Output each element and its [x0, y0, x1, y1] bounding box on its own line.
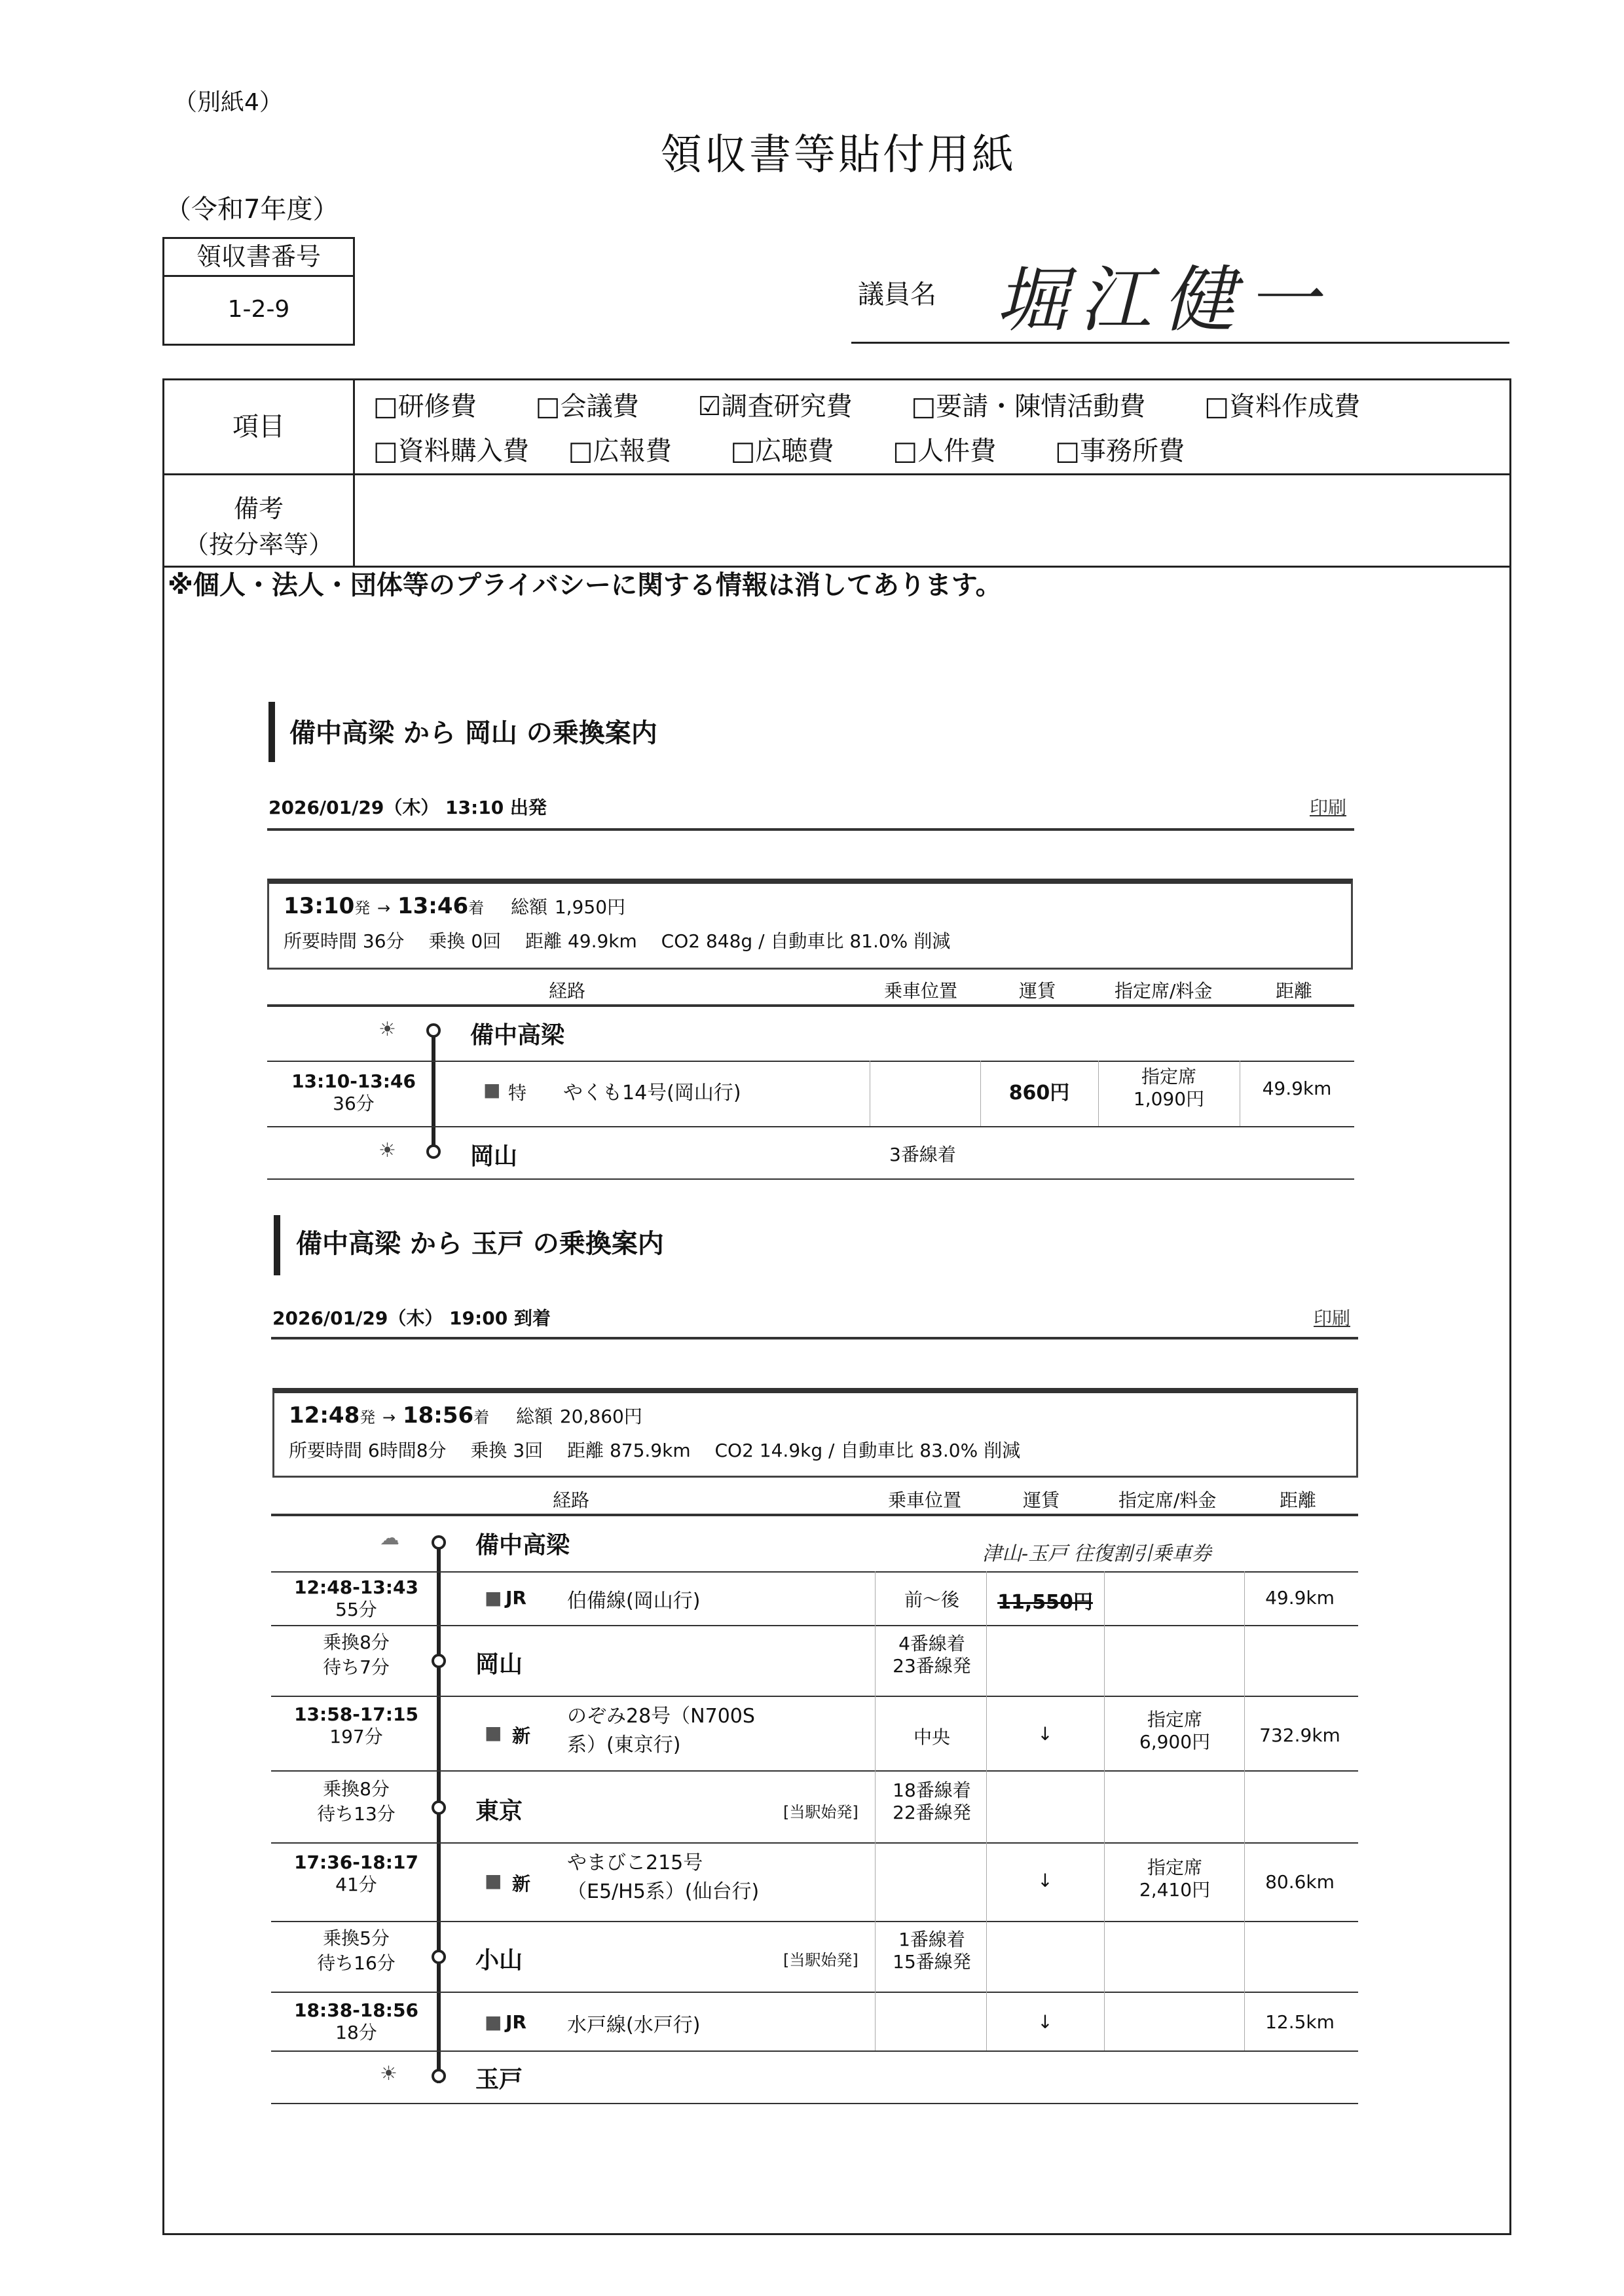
sun-icon: ☀	[380, 2062, 397, 2085]
route1-row-line	[267, 1126, 1354, 1127]
route1-title: 備中高梁 から 岡山 の乗換案内	[289, 718, 657, 748]
route1-divider	[267, 828, 1354, 831]
route2-transfer3-wait: 待ち16分	[317, 1952, 396, 1974]
station-dot	[432, 2069, 446, 2083]
category-materials[interactable]: □資料購入費	[373, 436, 529, 466]
route1-header-route: 経路	[549, 980, 586, 1002]
item-label: 項目	[232, 412, 285, 442]
route2-seg4-distance: 12.5km	[1265, 2011, 1335, 2033]
route2-seg2-position: 中央	[913, 1726, 950, 1748]
route2-datetime: 2026/01/29（木） 19:00 到着	[272, 1307, 551, 1329]
route2-transfer2-depart: 22番線発	[893, 1802, 971, 1823]
route2-seg2-seat-type: 指定席	[1147, 1709, 1202, 1730]
route2-seg1-train: 伯備線(岡山行)	[567, 1590, 701, 1613]
route2-header-line	[271, 1514, 1358, 1516]
route1-print-link[interactable]: 印刷	[1310, 797, 1347, 818]
item-table	[162, 378, 1511, 568]
route2-summary-line2: 所要時間 6時間8分 乗換 3回 距離 875.9km CO2 14.9kg / 自動車比 83.0% 削減	[289, 1440, 1021, 1461]
route2-transfer3-transfer: 乗換5分	[323, 1927, 390, 1949]
attachment-label: （別紙4）	[174, 89, 283, 116]
route1-summary-line1	[284, 893, 625, 919]
category-meeting[interactable]: □会議費	[535, 392, 639, 422]
route1-arr: 13:46	[397, 893, 469, 919]
route2-seg3-train-dest: （E5/H5系）(仙台行)	[567, 1880, 760, 1903]
route2-row-line	[271, 1842, 1358, 1844]
route2-seg1-type: JR	[506, 1587, 526, 1609]
route2-transfer2-transfer: 乗換8分	[323, 1778, 390, 1800]
route2-transfer1-time	[278, 1630, 435, 1680]
route2-station-end: 玉戸	[475, 2066, 523, 2093]
remarks-sublabel: （按分率等）	[183, 530, 333, 559]
col-divider	[875, 1571, 876, 2050]
route2-seg1-distance: 49.9km	[1265, 1587, 1335, 1609]
route2-seg3-distance: 80.6km	[1265, 1871, 1335, 1893]
route2-seg2-time-range: 13:58-17:15	[294, 1704, 418, 1725]
category-pr[interactable]: □広報費	[568, 436, 672, 466]
route2-seg1-time-range: 12:48-13:43	[294, 1576, 418, 1598]
route2-transfer2-wait: 待ち13分	[317, 1803, 396, 1825]
route2-header-route: 経路	[553, 1489, 590, 1511]
route2-transfer1-platforms	[876, 1633, 987, 1677]
route1-seg-distance: 49.9km	[1262, 1078, 1332, 1099]
sun-icon: ☀	[378, 1139, 396, 1162]
route1-seg-type: 特	[508, 1082, 527, 1104]
route2-arrow: →	[382, 1408, 396, 1427]
member-label: 議員名	[858, 280, 936, 310]
col-divider	[986, 1571, 987, 2050]
route2-seg2-type: 新	[512, 1725, 531, 1747]
station-dot	[432, 1950, 446, 1964]
route2-total: 20,860円	[559, 1406, 642, 1427]
route1-header-line	[267, 1004, 1354, 1007]
category-documents[interactable]: □資料作成費	[1204, 392, 1361, 422]
col-divider	[1244, 1571, 1245, 2050]
remarks-label: 備考	[233, 494, 284, 523]
categories-cell	[355, 380, 1509, 475]
route2-transfer1-wait: 待ち7分	[323, 1656, 390, 1678]
route2-summary	[272, 1388, 1358, 1478]
remarks-label-cell	[164, 475, 355, 566]
route2-transfer2-tag: [当駅始発]	[783, 1803, 858, 1821]
route1-header-position: 乗車位置	[884, 980, 958, 1002]
category-personnel[interactable]: □人件費	[893, 436, 997, 466]
route1-station-from: 備中高梁	[470, 1022, 565, 1049]
route1-summary	[267, 879, 1353, 970]
route2-station-start: 備中高梁	[475, 1532, 570, 1559]
category-training[interactable]: □研修費	[373, 392, 477, 422]
route2-row-line	[271, 1992, 1358, 1993]
member-signature: 堀江健一	[995, 258, 1331, 342]
privacy-note: ※個人・法人・団体等のプライバシーに関する情報は消してあります。	[168, 570, 1002, 600]
route1-dep-suffix: 発	[354, 899, 371, 917]
route2-transfer2-arrive: 18番線着	[893, 1779, 971, 1801]
route2-seg3-type: 新	[512, 1873, 531, 1895]
route1-seg-seat-type: 指定席	[1141, 1066, 1196, 1087]
route2-seg4-type: JR	[506, 2011, 526, 2033]
route2-seg4-fare: ↓	[1037, 2011, 1053, 2033]
route1-seg-duration: 36分	[333, 1093, 375, 1114]
train-icon: ■	[483, 1079, 501, 1101]
route1-header-seat: 指定席/料金	[1115, 980, 1213, 1002]
route2-row-line	[271, 1696, 1358, 1697]
route2-seg2-seat-fee: 6,900円	[1139, 1731, 1211, 1753]
route1-platform: 3番線着	[889, 1144, 956, 1165]
handwritten-note: 津山-玉戸 往復割引乗車券	[982, 1542, 1211, 1565]
route2-seg3-duration: 41分	[335, 1874, 377, 1895]
station-dot	[432, 1654, 446, 1668]
route2-seg4-duration: 18分	[335, 2022, 377, 2043]
route2-seg4-train: 水戸線(水戸行)	[567, 2014, 701, 2037]
route2-row-line	[271, 1770, 1358, 1772]
route2-transfer3-station: 小山	[475, 1947, 523, 1974]
route2-seg2-fare: ↓	[1037, 1723, 1053, 1745]
route2-seg2-train	[567, 1702, 755, 1760]
route2-transfer3-platforms	[876, 1929, 987, 1973]
route2-transfer2-time	[278, 1777, 435, 1827]
cloud-icon: ☁	[380, 1527, 399, 1550]
route2-seg1-duration: 55分	[335, 1599, 377, 1620]
route2-arr: 18:56	[402, 1402, 474, 1429]
route1-seg-time-range: 13:10-13:46	[291, 1070, 416, 1092]
form-title: 領収書等貼付用紙	[660, 131, 1016, 179]
route1-header-distance: 距離	[1276, 980, 1313, 1002]
route2-transfer1-transfer: 乗換8分	[323, 1631, 390, 1653]
route2-transfer3-time	[278, 1926, 435, 1976]
route2-row-line	[271, 2103, 1358, 2104]
route2-seg3-time-range: 17:36-18:17	[294, 1851, 418, 1873]
train-icon: ■	[485, 2011, 502, 2033]
station-dot	[426, 1144, 441, 1159]
item-label-cell	[164, 380, 355, 475]
route1-datetime: 2026/01/29（木） 13:10 出発	[268, 797, 547, 818]
route1-row-line	[267, 1061, 1354, 1062]
route1-seg-seat	[1098, 1066, 1240, 1110]
route2-transfer2-station: 東京	[475, 1798, 523, 1825]
shinkansen-icon: ■	[485, 1870, 502, 1891]
receipt-no-label: 領収書番号	[164, 239, 353, 277]
route1-total: 1,950円	[554, 896, 626, 918]
route2-seg4-time	[278, 1999, 435, 2044]
route1-summary-line2: 所要時間 36分 乗換 0回 距離 49.9km CO2 848g / 自動車比 81.0% 削減	[284, 930, 951, 952]
route2-summary-line1	[289, 1402, 642, 1429]
route1-dep: 13:10	[284, 893, 355, 919]
route2-transfer1-arrive: 4番線着	[898, 1633, 965, 1654]
route2-seg2-time	[278, 1704, 435, 1748]
route2-transfer3-tag: [当駅始発]	[783, 1951, 858, 1969]
receipt-no-box	[162, 237, 355, 346]
route1-station-to: 岡山	[470, 1143, 518, 1170]
route2-header-fare: 運賃	[1023, 1489, 1060, 1511]
route2-print-link[interactable]: 印刷	[1314, 1307, 1351, 1329]
route1-seg-train: やくも14号(岡山行)	[563, 1082, 741, 1104]
route2-seg2-seat	[1104, 1709, 1246, 1753]
sun-icon: ☀	[378, 1018, 396, 1041]
route2-title-bar	[274, 1215, 280, 1275]
route2-total-label: 総額	[516, 1406, 553, 1427]
shinkansen-icon: ■	[485, 1722, 502, 1743]
route1-seg-fare: 860円	[1008, 1082, 1070, 1104]
route2-transfer3-depart: 15番線発	[893, 1951, 971, 1973]
route2-seg3-time	[278, 1851, 435, 1896]
route1-total-label: 総額	[511, 896, 548, 918]
route2-row-line	[271, 1625, 1358, 1626]
route2-seg4-time-range: 18:38-18:56	[294, 1999, 418, 2021]
route2-seg3-train-name: やまびこ215号	[567, 1851, 703, 1874]
train-icon: ■	[485, 1587, 502, 1609]
station-dot	[432, 1800, 446, 1815]
signature-line	[851, 342, 1509, 344]
route1-arrow: →	[377, 899, 391, 917]
route2-header-row	[271, 1486, 1358, 1512]
categories-row-1	[373, 386, 1389, 423]
category-petition[interactable]: □要請・陳情活動費	[911, 392, 1146, 422]
col-divider	[1104, 1571, 1105, 2050]
route2-header-position: 乗車位置	[888, 1489, 962, 1511]
route1-header-fare: 運賃	[1019, 980, 1056, 1002]
route1-seg-seat-fee: 1,090円	[1133, 1088, 1205, 1110]
route2-seg2-train-dest: 系）(東京行)	[567, 1734, 681, 1757]
route2-dep: 12:48	[289, 1402, 360, 1429]
route2-transfer2-platforms	[876, 1779, 987, 1824]
route2-seg2-train-name: のぞみ28号（N700S	[567, 1705, 755, 1728]
route2-seg3-seat	[1104, 1857, 1246, 1901]
route2-seg2-distance: 732.9km	[1259, 1724, 1340, 1746]
route2-arr-suffix: 着	[473, 1408, 490, 1427]
route2-row-line	[271, 2050, 1358, 2052]
route2-transfer3-arrive: 1番線着	[898, 1929, 965, 1950]
route2-transfer1-station: 岡山	[475, 1651, 523, 1678]
route1-title-bar	[268, 702, 275, 762]
route1-row-line	[267, 1178, 1354, 1180]
route2-seg3-fare: ↓	[1037, 1870, 1053, 1891]
route2-seg3-seat-fee: 2,410円	[1139, 1879, 1211, 1901]
fiscal-year: （令和7年度）	[165, 194, 339, 225]
route2-header-distance: 距離	[1280, 1489, 1317, 1511]
route2-row-line	[271, 1571, 1358, 1573]
route2-seg3-train	[567, 1849, 759, 1906]
route2-title: 備中高梁 から 玉戸 の乗換案内	[296, 1229, 664, 1259]
category-office[interactable]: □事務所費	[1055, 436, 1185, 466]
receipt-no: 1-2-9	[227, 296, 290, 323]
route2-seg2-duration: 197分	[329, 1726, 383, 1747]
route2-seg1-time	[278, 1576, 435, 1621]
route2-seg1-position: 前〜後	[904, 1589, 959, 1611]
route1-header-row	[267, 977, 1354, 1003]
route2-dep-suffix: 発	[360, 1408, 376, 1427]
category-research[interactable]: ☑調査研究費	[697, 392, 853, 422]
route2-seg3-seat-type: 指定席	[1147, 1857, 1202, 1878]
route2-divider	[271, 1337, 1358, 1339]
route2-row-line	[271, 1921, 1358, 1922]
station-dot	[426, 1023, 441, 1038]
route1-seg-time	[275, 1070, 432, 1115]
route1-arr-suffix: 着	[468, 899, 485, 917]
station-dot	[432, 1535, 446, 1550]
route2-transfer1-depart: 23番線発	[893, 1655, 971, 1677]
category-hearing[interactable]: □広聴費	[730, 436, 834, 466]
route2-header-seat: 指定席/料金	[1118, 1489, 1217, 1511]
categories-row-2	[373, 430, 1213, 467]
route2-seg1-fare: 11,550円	[997, 1591, 1093, 1614]
